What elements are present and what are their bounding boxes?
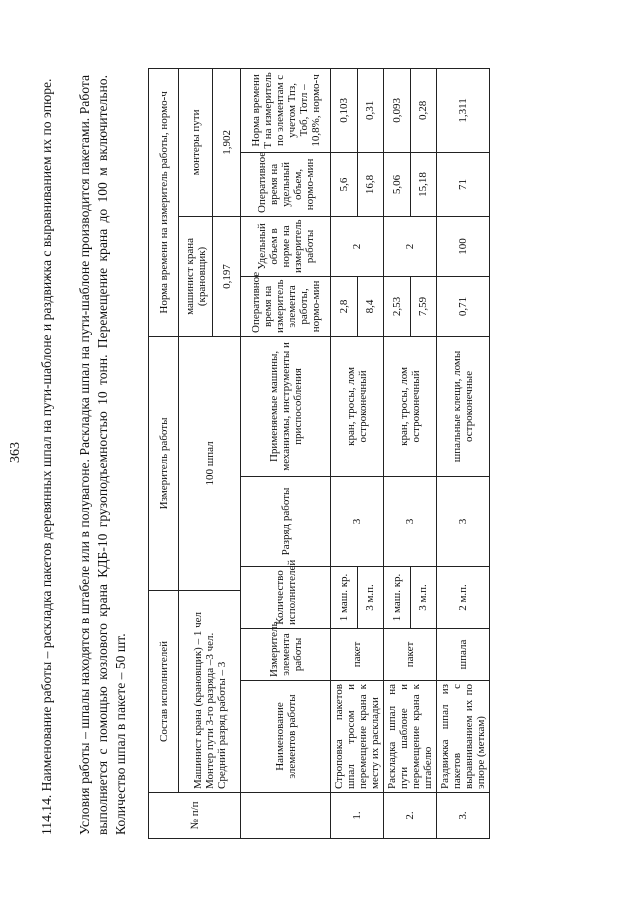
machines: кран, тросы, лом остроконечный	[384, 336, 437, 476]
machines: шпальные клещи, ломы остроконечные	[437, 336, 490, 476]
row-num: 3.	[437, 793, 490, 839]
executors-count: 2 м.п.	[437, 566, 490, 628]
op-time-b: 5,06	[384, 152, 411, 216]
op-time-a: 7,59	[410, 276, 437, 336]
header-element-name: Наименование элементов работы	[241, 681, 331, 793]
crew-line-3: Средний разряд работы – 3	[215, 661, 228, 789]
executors-crane: 1 маш. кр.	[384, 566, 411, 628]
op-time-b: 71	[437, 152, 490, 216]
row-num: 2.	[384, 793, 437, 839]
op-time-a: 8,4	[357, 276, 384, 336]
header-track-fitters: монтеры пути	[179, 68, 213, 216]
machines: кран, тросы, лом остроконечный	[331, 336, 384, 476]
table-row	[331, 68, 358, 838]
unit-volume: 2	[331, 216, 384, 276]
crew-line-1: Машинист крана (крановщик) – 1 чел	[191, 612, 204, 789]
op-time-a: 2,53	[384, 276, 411, 336]
header-crane-operator: машинист крана (крановщик)	[179, 216, 213, 336]
header-num: № п/п	[149, 793, 241, 839]
header-element-measurer: Измеритель элемента работы	[241, 629, 331, 681]
crew-composition	[179, 590, 241, 792]
executors-crane: 1 маш. кр.	[331, 566, 358, 628]
row-num: 1.	[331, 793, 384, 839]
header-machines: Применяемые машины, механизмы, инструменты и приспособления	[241, 336, 331, 476]
header-op-time-a: Оперативное время на измеритель элемента работы, нормо-мин	[241, 276, 331, 336]
table-row	[437, 68, 490, 838]
header-op-time-b: Оперативное время на удельный объем, нормо-мин	[241, 152, 331, 216]
header-crew: Состав исполнителей	[149, 590, 179, 792]
header-executors-count: Количество исполнителей	[241, 566, 331, 628]
track-norm-value: 1,902	[213, 68, 241, 216]
element-name: Раздвижка шпал из пакетов с выравниванием их по эпюре (меткам)	[437, 681, 490, 793]
unit-volume: 100	[437, 216, 490, 276]
header-norm-time: Норма времени на измеритель работы, нормо-ч	[149, 68, 179, 336]
work-grade: 3	[437, 476, 490, 566]
table-row	[384, 68, 411, 838]
executors-fitters: 3 м.п.	[357, 566, 384, 628]
norm-table	[148, 68, 490, 839]
op-time-b: 16,8	[357, 152, 384, 216]
header-work-grade: Разряд работы	[241, 476, 331, 566]
norm-t: 0,093	[384, 68, 411, 152]
header-num-blank	[241, 793, 331, 839]
measurer-value: 100 шпал	[179, 336, 241, 590]
crane-norm-value: 0,197	[213, 216, 241, 336]
work-conditions: Условия работы – шпалы находятся в штабеле или в полувагоне. Раскладка шпал на пути-шаблоне производится пакетами. Работа выполняется с помощью козлового крана КДБ-10 грузоподъемностью 10 тонн. Перемещение крана до 100 м включительно. Количество шпал в пакете – 50 шт.	[77, 75, 128, 835]
element-measurer: пакет	[331, 629, 384, 681]
norm-t: 0,28	[410, 68, 437, 152]
element-name: Строповка пакетов шпал тросом и перемещение крана к месту их раскладки	[331, 681, 384, 793]
element-measurer: пакет	[384, 629, 437, 681]
op-time-a: 2,8	[331, 276, 358, 336]
op-time-a: 0,71	[437, 276, 490, 336]
op-time-b: 15,18	[410, 152, 437, 216]
norm-t: 0,31	[357, 68, 384, 152]
section-heading: 114.14. Наименование работы – раскладка пакетов деревянных шпал на пути-шаблоне и раздвижка с выравниванием их по эпюре.	[39, 78, 54, 835]
page-number: 363	[8, 442, 23, 463]
unit-volume: 2	[384, 216, 437, 276]
header-measurer: Измеритель работы	[149, 336, 179, 590]
element-measurer: шпала	[437, 629, 490, 681]
crew-line-2: Монтер пути 3-го разряда –3 чел.	[203, 632, 216, 789]
norm-t: 0,103	[331, 68, 358, 152]
header-norm-t: Норма времени Т на измеритель по элементам с учетом Тпз, Тоб, Тотл – 10,8%, нормо-ч	[241, 68, 331, 152]
element-name: Раскладка шпал на пути шаблоне и перемещение крана к штабелю	[384, 681, 437, 793]
executors-fitters: 3 м.п.	[410, 566, 437, 628]
work-grade: 3	[384, 476, 437, 566]
norm-t: 1,311	[437, 68, 490, 152]
header-unit-volume: Удельный объем в норме на измеритель работы	[241, 216, 331, 276]
work-grade: 3	[331, 476, 384, 566]
op-time-b: 5,6	[331, 152, 358, 216]
